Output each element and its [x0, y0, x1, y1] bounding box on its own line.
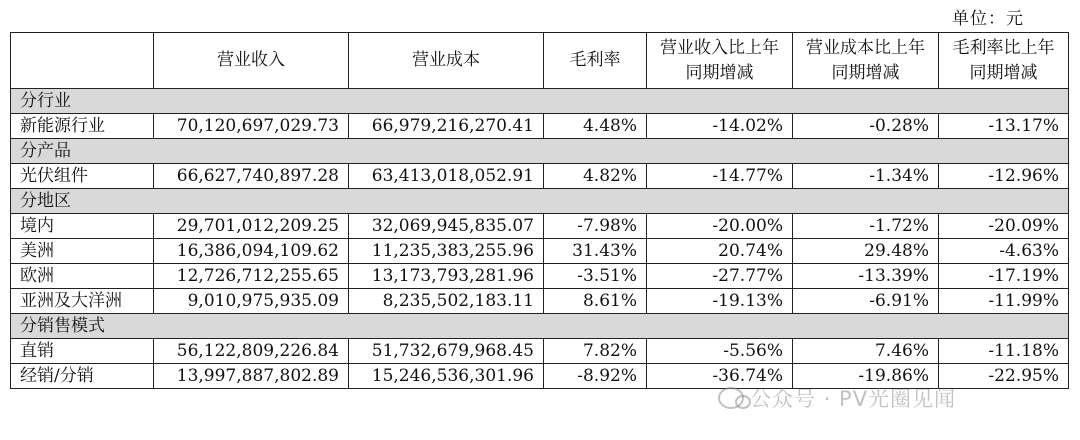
table-cell: 4.48%	[544, 114, 647, 139]
header-cell-corner	[11, 33, 154, 89]
row-label: 境内	[11, 214, 154, 239]
table-cell: 7.82%	[544, 339, 647, 364]
table-cell: -14.77%	[647, 164, 793, 189]
section-row	[11, 139, 1069, 164]
table-cell: -36.74%	[647, 364, 793, 389]
table-row	[11, 214, 1069, 239]
table-cell: 13,997,887,802.89	[154, 364, 349, 389]
wechat-icon	[718, 387, 744, 409]
row-label: 亚洲及大洋洲	[11, 289, 154, 314]
table-body	[11, 89, 1069, 389]
header-text: 营业成本比上年同期增减	[806, 37, 925, 83]
section-row	[11, 314, 1069, 339]
table-cell: 31.43%	[544, 239, 647, 264]
table-cell: 15,246,536,301.96	[349, 364, 544, 389]
table-cell: -13.17%	[939, 114, 1069, 139]
table-cell: 16,386,094,109.62	[154, 239, 349, 264]
table-cell: -11.99%	[939, 289, 1069, 314]
row-label: 新能源行业	[11, 114, 154, 139]
table-cell: 66,979,216,270.41	[349, 114, 544, 139]
table-cell: 12,726,712,255.65	[154, 264, 349, 289]
table-cell: -14.02%	[647, 114, 793, 139]
row-label: 经销/分销	[11, 364, 154, 389]
table-row	[11, 289, 1069, 314]
table-cell: -20.00%	[647, 214, 793, 239]
header-text: 毛利率比上年同期增减	[952, 37, 1055, 83]
table-cell: 56,122,809,226.84	[154, 339, 349, 364]
table-cell: -3.51%	[544, 264, 647, 289]
table-row	[11, 239, 1069, 264]
table-cell: 29,701,012,209.25	[154, 214, 349, 239]
section-title: 分地区	[11, 189, 1069, 214]
table-cell: 4.82%	[544, 164, 647, 189]
table-cell: -7.98%	[544, 214, 647, 239]
table-cell: 11,235,383,255.96	[349, 239, 544, 264]
table-cell: 20.74%	[647, 239, 793, 264]
table-cell: -19.13%	[647, 289, 793, 314]
header-cell-revenue: 营业收入	[154, 33, 349, 89]
table-cell: 70,120,697,029.73	[154, 114, 349, 139]
table-cell: -5.56%	[647, 339, 793, 364]
header-row	[11, 33, 1069, 89]
table-cell: -0.28%	[793, 114, 939, 139]
header-cell-cost-yoy	[793, 33, 939, 89]
unit-label: 单位：元	[952, 9, 1024, 29]
row-label: 美洲	[11, 239, 154, 264]
table-cell: -6.91%	[793, 289, 939, 314]
table-cell: 8.61%	[544, 289, 647, 314]
table-cell: -19.86%	[793, 364, 939, 389]
row-label: 直销	[11, 339, 154, 364]
table-cell: -1.34%	[793, 164, 939, 189]
section-row	[11, 189, 1069, 214]
row-label: 光伏组件	[11, 164, 154, 189]
row-label: 欧洲	[11, 264, 154, 289]
section-row	[11, 89, 1069, 114]
table-cell: -27.77%	[647, 264, 793, 289]
section-title: 分产品	[11, 139, 1069, 164]
watermark-text: 公众号 · PV光圈见闻	[750, 387, 957, 411]
table-cell: 9,010,975,935.09	[154, 289, 349, 314]
table-cell: -17.19%	[939, 264, 1069, 289]
table-cell: 32,069,945,835.07	[349, 214, 544, 239]
table-cell: -1.72%	[793, 214, 939, 239]
table-row	[11, 339, 1069, 364]
table-cell: -13.39%	[793, 264, 939, 289]
table-cell: 29.48%	[793, 239, 939, 264]
table-cell: 8,235,502,183.11	[349, 289, 544, 314]
table-cell: -20.09%	[939, 214, 1069, 239]
header-cell-revenue-yoy	[647, 33, 793, 89]
header-cell-cost: 营业成本	[349, 33, 544, 89]
table-cell: 63,413,018,052.91	[349, 164, 544, 189]
header-text: 营业收入比上年同期增减	[660, 37, 779, 83]
section-title: 分行业	[11, 89, 1069, 114]
table-cell: 7.46%	[793, 339, 939, 364]
table-cell: -11.18%	[939, 339, 1069, 364]
table-cell: -22.95%	[939, 364, 1069, 389]
section-title: 分销售模式	[11, 314, 1069, 339]
table-row	[11, 264, 1069, 289]
header-cell-margin-yoy	[939, 33, 1069, 89]
table-cell: 13,173,793,281.96	[349, 264, 544, 289]
table-cell: -8.92%	[544, 364, 647, 389]
table-row	[11, 164, 1069, 189]
header-cell-gross-margin: 毛利率	[544, 33, 647, 89]
table-row	[11, 114, 1069, 139]
table-cell: -12.96%	[939, 164, 1069, 189]
financial-table	[10, 32, 1069, 389]
table-row	[11, 364, 1069, 389]
table-cell: -4.63%	[939, 239, 1069, 264]
table-cell: 66,627,740,897.28	[154, 164, 349, 189]
table-cell: 51,732,679,968.45	[349, 339, 544, 364]
